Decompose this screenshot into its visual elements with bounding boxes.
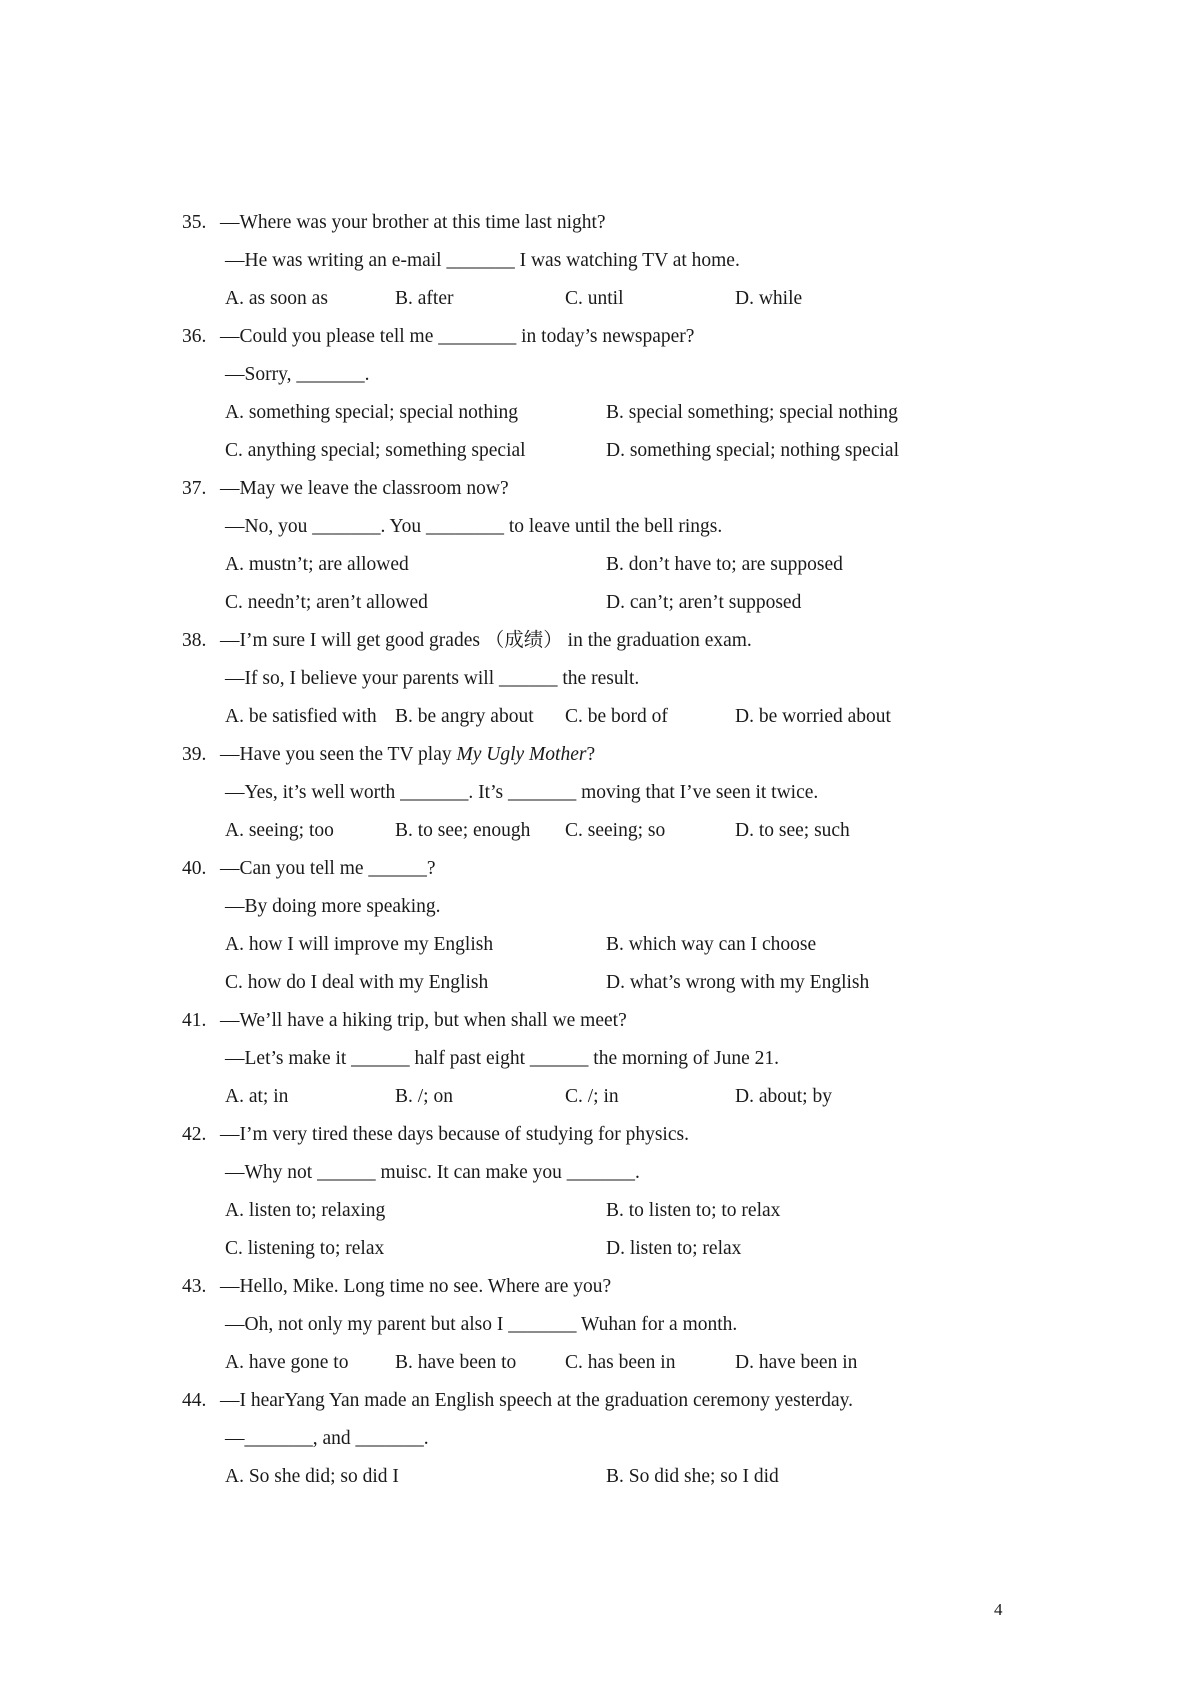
answer-option-a: A. So she did; so did I (225, 1466, 399, 1487)
answer-options (182, 926, 1002, 1002)
question-stem: —Hello, Mike. Long time no see. Where are you? (220, 1276, 612, 1297)
answer-options (182, 280, 1002, 318)
answer-option-d: D. be worried about (735, 706, 891, 727)
question-stem-row (182, 318, 1002, 356)
answer-option-c: C. has been in (565, 1352, 676, 1373)
question-44 (182, 1382, 1002, 1496)
answer-option-b: B. /; on (395, 1086, 453, 1107)
answer-option-b: B. which way can I choose (606, 934, 817, 955)
question-number: 41. (182, 1010, 207, 1031)
question-35 (182, 204, 1002, 318)
answer-options (182, 698, 1002, 736)
answer-option-b: B. be angry about (395, 706, 534, 727)
answer-option-d: D. while (735, 288, 803, 309)
question-43 (182, 1268, 1002, 1382)
question-number: 36. (182, 326, 207, 347)
question-stem: —I’m very tired these days because of studying for physics. (220, 1124, 689, 1145)
question-reply: —He was writing an e-mail _______ I was watching TV at home. (225, 250, 740, 271)
answer-option-a: A. seeing; too (225, 820, 334, 841)
question-reply: —If so, I believe your parents will ______ the result. (225, 668, 640, 689)
question-number: 37. (182, 478, 207, 499)
answer-option-b: B. to listen to; to relax (606, 1200, 781, 1221)
question-38 (182, 622, 1002, 736)
answer-option-d: D. about; by (735, 1086, 832, 1107)
answer-option-a: A. mustn’t; are allowed (225, 554, 409, 575)
answer-option-a: A. have gone to (225, 1352, 349, 1373)
question-stem-row (182, 1382, 1002, 1420)
question-41 (182, 1002, 1002, 1116)
question-number: 35. (182, 212, 207, 233)
answer-option-b: B. to see; enough (395, 820, 531, 841)
question-number: 38. (182, 630, 207, 651)
page-number: 4 (994, 1600, 1003, 1619)
question-stem: —Have you seen the TV play My Ugly Mother? (220, 744, 596, 765)
answer-option-b: B. don’t have to; are supposed (606, 554, 843, 575)
question-number: 44. (182, 1390, 207, 1411)
question-reply: —_______, and _______. (225, 1428, 429, 1449)
question-39 (182, 736, 1002, 850)
question-stem: —May we leave the classroom now? (220, 478, 509, 499)
answer-option-c: C. listening to; relax (225, 1238, 385, 1259)
answer-options (182, 1458, 1002, 1496)
answer-option-d: D. listen to; relax (606, 1238, 742, 1259)
question-stem: —Could you please tell me ________ in today’s newspaper? (220, 326, 695, 347)
question-stem-row (182, 850, 1002, 888)
question-reply: —Yes, it’s well worth _______. It’s _______ moving that I’ve seen it twice. (225, 782, 819, 803)
answer-option-c: C. seeing; so (565, 820, 666, 841)
question-reply: —No, you _______. You ________ to leave until the bell rings. (225, 516, 723, 537)
answer-option-b: B. So did she; so I did (606, 1466, 779, 1487)
question-stem: —I’m sure I will get good grades （成绩） in the graduation exam. (220, 630, 752, 651)
question-reply: —Why not ______ muisc. It can make you _______. (225, 1162, 640, 1183)
answer-option-a: A. something special; special nothing (225, 402, 518, 423)
answer-option-a: A. how I will improve my English (225, 934, 494, 955)
answer-option-d: D. can’t; aren’t supposed (606, 592, 802, 613)
answer-option-a: A. be satisfied with (225, 706, 377, 727)
question-stem-row (182, 1002, 1002, 1040)
question-stem: —Can you tell me ______? (220, 858, 436, 879)
answer-option-c: C. how do I deal with my English (225, 972, 489, 993)
answer-option-c: C. be bord of (565, 706, 668, 727)
answer-option-a: A. listen to; relaxing (225, 1200, 386, 1221)
answer-option-b: B. after (395, 288, 454, 309)
question-37 (182, 470, 1002, 622)
question-reply: —Let’s make it ______ half past eight ______ the morning of June 21. (225, 1048, 780, 1069)
question-stem-row (182, 204, 1002, 242)
answer-options (182, 394, 1002, 470)
answer-option-b: B. special something; special nothing (606, 402, 898, 423)
question-stem: —I hearYang Yan made an English speech at the graduation ceremony yesterday. (220, 1390, 854, 1411)
question-36 (182, 318, 1002, 470)
question-reply: —Sorry, _______. (225, 364, 370, 385)
answer-options (182, 812, 1002, 850)
question-number: 43. (182, 1276, 207, 1297)
question-stem-row (182, 470, 1002, 508)
answer-option-d: D. what’s wrong with my English (606, 972, 870, 993)
answer-option-b: B. have been to (395, 1352, 517, 1373)
question-stem-row (182, 736, 1002, 774)
answer-options (182, 546, 1002, 622)
question-stem-row (182, 1268, 1002, 1306)
answer-option-d: D. to see; such (735, 820, 850, 841)
answer-option-c: C. until (565, 288, 624, 309)
answer-option-d: D. have been in (735, 1352, 858, 1373)
question-number: 42. (182, 1124, 207, 1145)
answer-options (182, 1078, 1002, 1116)
answer-option-c: C. /; in (565, 1086, 619, 1107)
question-stem: —We’ll have a hiking trip, but when shall we meet? (220, 1010, 627, 1031)
answer-options (182, 1344, 1002, 1382)
question-40 (182, 850, 1002, 1002)
question-stem: —Where was your brother at this time last night? (220, 212, 606, 233)
answer-option-d: D. something special; nothing special (606, 440, 899, 461)
answer-option-c: C. needn’t; aren’t allowed (225, 592, 428, 613)
answer-option-a: A. at; in (225, 1086, 289, 1107)
question-list (182, 204, 1002, 1496)
question-number: 40. (182, 858, 207, 879)
answer-option-a: A. as soon as (225, 288, 328, 309)
answer-options (182, 1192, 1002, 1268)
question-reply: —By doing more speaking. (225, 896, 441, 917)
question-stem-row (182, 1116, 1002, 1154)
question-stem-row (182, 622, 1002, 660)
question-reply: —Oh, not only my parent but also I _______ Wuhan for a month. (225, 1314, 738, 1335)
answer-option-c: C. anything special; something special (225, 440, 526, 461)
question-42 (182, 1116, 1002, 1268)
question-number: 39. (182, 744, 207, 765)
